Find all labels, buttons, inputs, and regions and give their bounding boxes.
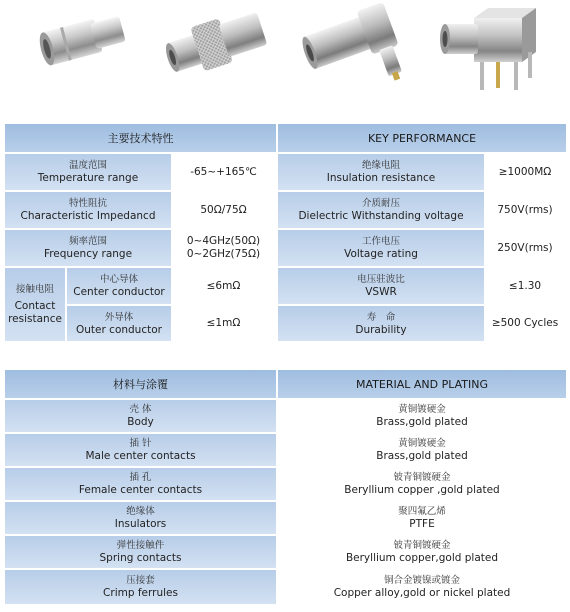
frequency-range-value-50: 0~4GHz(50Ω) [186,235,261,247]
contact-resistance-en: Contact resistance [8,300,62,325]
spring-contacts-material-zh: 铍青铜镀硬金 [393,540,451,551]
left-label-cell [5,192,171,228]
left-value-cell [171,154,276,190]
female-contacts-zh: 插 孔 [129,472,152,483]
material-cell [278,570,566,604]
temperature-range-zh: 温度范围 [68,160,107,171]
outer-conductor-zh: 外导体 [104,311,134,323]
material-cell [278,502,566,534]
material-header-zh: 材料与涂覆 [113,377,168,391]
left-value-cell [171,306,276,341]
frequency-range-value-75: 0~2GHz(75Ω) [186,248,261,260]
center-conductor-value: ≤6mΩ [206,279,241,292]
insulators-zh: 绝缘体 [126,506,155,517]
characteristic-impedance-value: 50Ω/75Ω [200,203,247,216]
left-label-cell [5,154,171,190]
frequency-range-zh: 频率范围 [68,236,107,247]
material-cell [278,434,566,466]
frequency-range-en: Frequency range [43,248,133,260]
vswr-value: ≤1.30 [508,279,542,292]
material-cell [278,536,566,568]
insulators-material-en: PTFE [409,518,435,530]
dielectric-voltage-zh: 介质耐压 [361,198,400,209]
left-label-cell [5,230,171,266]
part-cell [5,570,276,604]
vswr-zh: 电压驻波比 [357,274,405,285]
insulation-resistance-en: Insulation resistance [326,172,436,184]
dielectric-voltage-en: Dielectric Withstanding voltage [298,210,464,222]
left-label-cell [67,268,171,304]
characteristic-impedance-zh: 特性阻抗 [68,198,107,209]
right-value-cell [484,154,566,190]
left-value-cell [171,268,276,304]
center-conductor-zh: 中心导体 [99,274,138,285]
dielectric-voltage-value: 750V(rms) [497,203,553,216]
durability-en: Durability [355,323,407,336]
header-en-cell [278,124,566,152]
contact-resistance-group-cell [5,268,65,341]
right-label-cell [278,268,484,304]
female-contacts-material-en: Beryllium copper ,gold plated [344,484,500,496]
outer-conductor-en: Outer conductor [76,323,162,336]
straight-plug-connector-icon [34,0,134,80]
temperature-range-en: Temperature range [37,172,139,184]
insulation-resistance-zh: 绝缘电阻 [361,160,400,171]
key-performance-header-en: KEY PERFORMANCE [367,131,477,145]
part-cell [5,400,276,432]
right-value-cell [484,230,566,266]
right-label-cell [278,154,484,190]
product-photos [0,0,570,112]
crimp-ferrules-en: Crimp ferrules [103,587,178,599]
right-angle-connector-icon [300,0,415,95]
voltage-rating-zh: 工作电压 [361,236,400,247]
header-zh-cell [5,370,276,398]
male-contacts-material-zh: 黄铜镀硬金 [398,438,446,449]
crimp-ferrules-material-zh: 铜合金镀镍或镀金 [383,575,460,586]
material-cell [278,468,566,500]
voltage-rating-value: 250V(rms) [497,241,553,254]
right-value-cell [484,192,566,228]
material-cell [278,400,566,432]
spring-contacts-zh: 弹性接触件 [116,540,165,551]
spring-contacts-en: Spring contacts [99,552,182,564]
male-contacts-en: Male center contacts [85,450,196,462]
right-label-cell [278,230,484,266]
crimp-ferrules-zh: 压接套 [126,575,155,586]
male-contacts-zh: 插 针 [129,438,152,449]
insulators-en: Insulators [114,518,167,530]
body-material-en: Brass,gold plated [376,416,468,428]
spring-contacts-material-en: Beryllium copper,gold plated [345,552,499,564]
contact-resistance-zh: 接触电阻 [15,284,54,295]
body-material-zh: 黄铜镀硬金 [398,404,446,415]
outer-conductor-value: ≤1mΩ [206,317,241,329]
key-performance-header-zh: 主要技术特性 [107,131,174,145]
temperature-range-value: -65~+165℃ [190,165,257,178]
voltage-rating-en: Voltage rating [344,248,418,260]
characteristic-impedance-en: Characteristic Impedancd [20,210,156,222]
left-label-cell [67,306,171,341]
right-value-cell [484,268,566,304]
body-zh: 壳 体 [129,404,152,415]
male-contacts-material-en: Brass,gold plated [376,450,468,462]
material-plating-table [5,370,566,604]
part-cell [5,468,276,500]
durability-zh: 寿 命 [366,311,396,323]
vswr-en: VSWR [365,286,397,298]
right-label-cell [278,306,484,341]
center-conductor-en: Center conductor [73,286,165,298]
female-contacts-material-zh: 铍青铜镀硬金 [393,472,451,483]
right-label-cell [278,192,484,228]
header-zh-cell [5,124,276,152]
crimp-ferrules-material-en: Copper alloy,gold or nickel plated [333,587,511,599]
header-en-cell [278,370,566,398]
pcb-mount-jack-icon [430,0,540,100]
key-performance-table [5,124,566,341]
insulation-resistance-value: ≥1000MΩ [498,165,552,178]
left-value-cell [171,192,276,228]
part-cell [5,434,276,466]
left-value-cell [171,230,276,266]
material-header-en: MATERIAL AND PLATING [356,377,488,391]
part-cell [5,502,276,534]
right-value-cell [484,306,566,341]
female-contacts-en: Female center contacts [78,484,203,496]
body-en: Body [127,416,154,428]
durability-value: ≥500 Cycles [491,317,559,329]
knurled-plug-connector-icon [160,0,275,85]
insulators-material-zh: 聚四氟乙烯 [398,506,446,517]
part-cell [5,536,276,568]
